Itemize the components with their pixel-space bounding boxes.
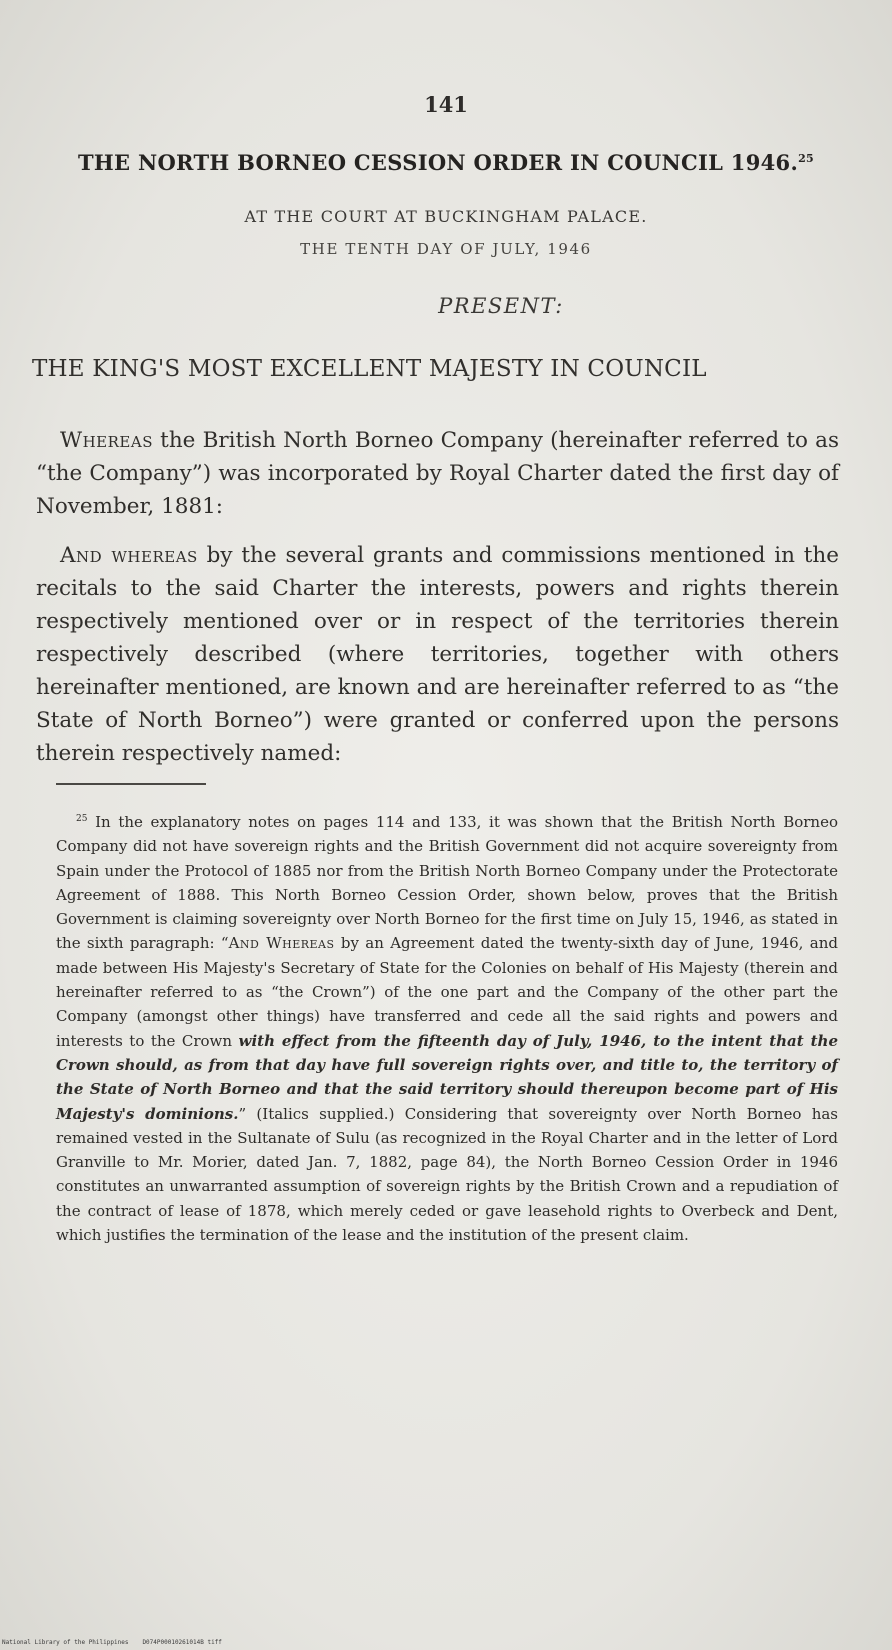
footnote-text-2: by an Agreement dated the twenty-sixth day of June, 1946, and made between His Majesty's Secretary of State for the Colonies on behalf of His Majesty (therein and hereinafter referred to as “the Crown”) of the one part and the Company of the other part the Company (amongst other things) have transferred and cede all the said rights and powers and interests to the Crown — [56, 934, 838, 1050]
footnote-text-1: In the explanatory notes on pages 114 and 133, it was shown that the British North Borneo Company did not have sovereign rights and the British Government did not acquire sovereignty from Spain under the Protocol of 1885 nor from the British North Borneo Company under the Protectorate Agreement of 1888. This North Borneo Cession Order, shown below, proves that the British Government is claiming sovereignty over North Borneo for the first time on July 15, 1946, as stated in the sixth paragraph: “ — [56, 813, 838, 953]
paragraph-text: the British North Borneo Company (hereinafter referred to as “the Company”) was incorporated by Royal Charter dated the first day of November, 1881: — [36, 427, 839, 519]
footnote-divider — [56, 783, 206, 785]
footnote — [56, 807, 838, 1247]
file-name: D074P00010261014B tiff — [142, 1639, 222, 1646]
date-line: THE TENTH DAY OF JULY, 1946 — [300, 240, 592, 258]
library-credit: National Library of the Philippines — [2, 1639, 129, 1646]
document-title — [36, 150, 856, 175]
title-text: THE NORTH BORNEO CESSION ORDER IN COUNCIL 1946. — [77, 150, 799, 175]
page-number: 141 — [424, 92, 468, 117]
paragraph-and-whereas — [36, 539, 839, 770]
footnote-marker: 25 — [76, 814, 88, 824]
footnote-lead: And Whereas — [228, 934, 335, 953]
title-footnote-ref: 25 — [798, 152, 814, 165]
majesty-heading: THE KING'S MOST EXCELLENT MAJESTY IN COUNCIL — [32, 356, 707, 382]
paragraph-lead: And whereas — [60, 542, 198, 568]
scan-credit — [2, 1639, 236, 1646]
court-line: AT THE COURT AT BUCKINGHAM PALACE. — [244, 207, 648, 226]
paragraph-whereas — [36, 424, 839, 523]
footnote-italic-quote: with effect from the fifteenth day of July, 1946, to the intent that the Crown should, as from that day have full sovereign rights over, and title to, the territory of the State of North Borneo and that the said territory should thereupon become part of His Majesty's dominions. — [56, 1031, 838, 1123]
paragraph-text: by the several grants and commissions mentioned in the recitals to the said Charter the interests, powers and rights therein respectively mentioned over or in respect of the territories therein respectively described (where territories, together with others hereinafter mentioned, are known and are hereinafter referred to as “the State of North Borneo”) were granted or conferred upon the persons therein respectively named: — [36, 542, 840, 766]
paragraph-lead: Whereas — [60, 427, 153, 453]
footnote-text-3: ” (Italics supplied.) Considering that sovereignty over North Borneo has remained vested in the Sultanate of Sulu (as recognized in the Royal Charter and in the letter of Lord Granville to Mr. Morier, dated Jan. 7, 1882, page 84), the North Borneo Cession Order in 1946 constitutes an unwarranted assumption of sovereign rights by the British Crown and a repudiation of the contract of lease of 1878, which merely ceded or gave leasehold rights to Overbeck and Dent, which justifies the termination of the lease and the institution of the present claim. — [56, 1104, 838, 1245]
present-heading: PRESENT: — [438, 294, 564, 318]
